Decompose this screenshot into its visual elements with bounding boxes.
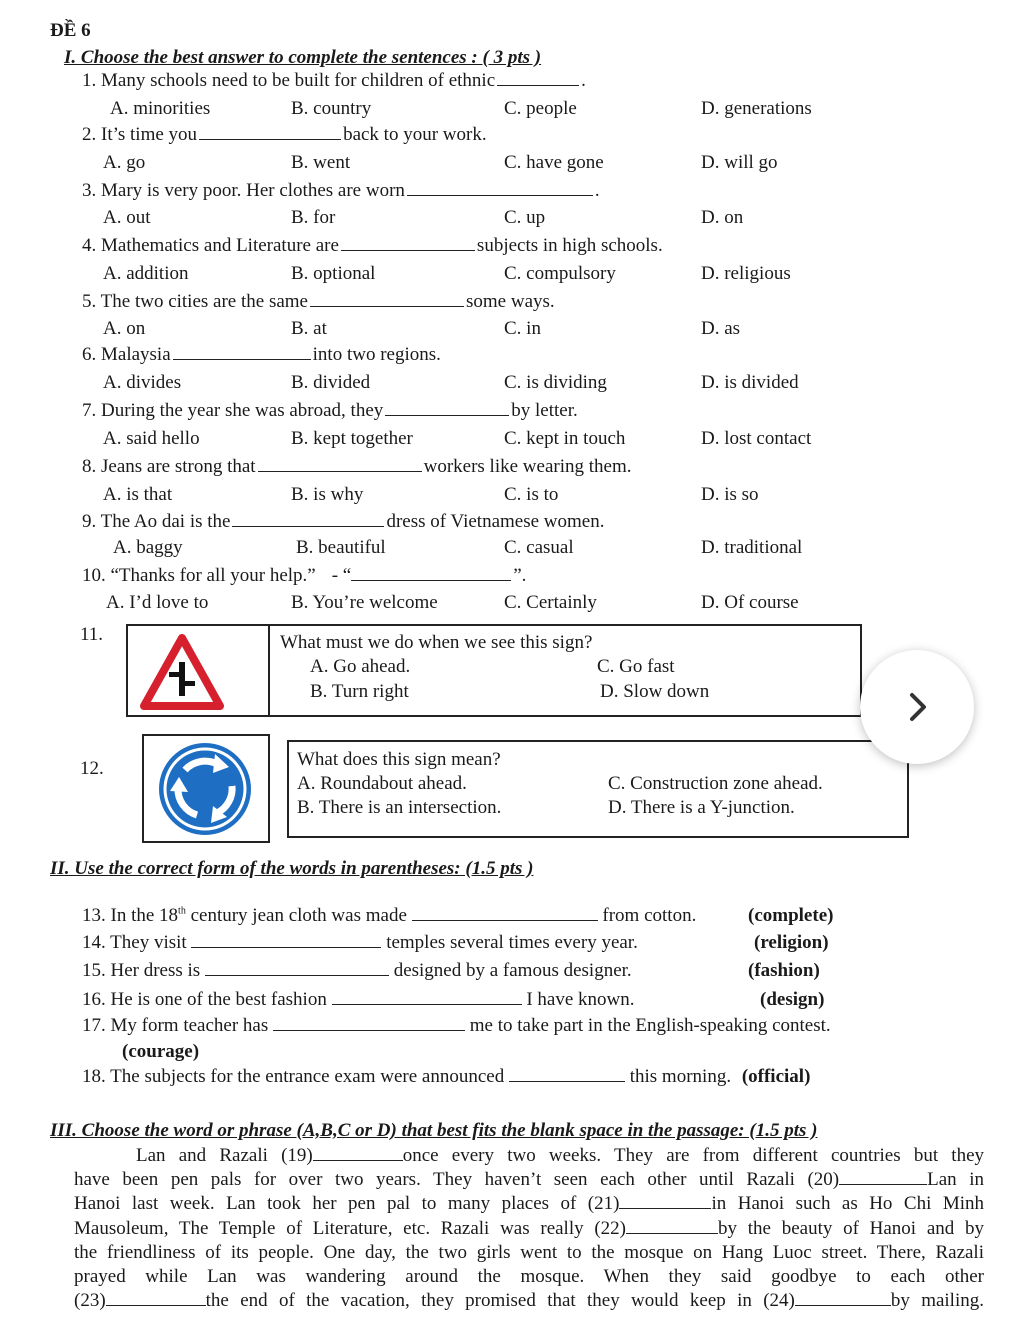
chevron-right-icon <box>900 690 934 724</box>
question-text: by letter. <box>511 400 578 421</box>
question-text: 9. The Ao dai is the <box>82 511 231 532</box>
question-5-option-a[interactable]: A. on <box>103 318 146 339</box>
q11-option-b[interactable]: B. Turn right <box>310 681 409 702</box>
question-text: back to your work. <box>343 124 487 145</box>
question-3-option-d[interactable]: D. on <box>701 207 744 228</box>
question-9-option-a[interactable]: A. baggy <box>113 537 183 558</box>
question-4-option-b[interactable]: B. optional <box>291 263 376 284</box>
passage-line: the friendliness of its people. One day, the two girls went to the mosque on Hang Luoc street. There, Razali <box>74 1241 984 1263</box>
question-9-stem <box>82 511 604 533</box>
q12-option-b[interactable]: B. There is an intersection. <box>297 797 502 818</box>
question-8-option-c[interactable]: C. is to <box>504 484 559 505</box>
answer-blank[interactable] <box>232 526 384 527</box>
answer-blank[interactable] <box>385 415 509 416</box>
next-page-button[interactable] <box>860 650 974 764</box>
question-7-option-d[interactable]: D. lost contact <box>701 428 812 449</box>
question-4-stem <box>82 235 663 257</box>
question-1-option-b[interactable]: B. country <box>291 98 372 119</box>
q12-option-c[interactable]: C. Construction zone ahead. <box>608 773 823 794</box>
question-6-option-d[interactable]: D. is divided <box>701 372 799 393</box>
question-text: 7. During the year she was abroad, they <box>82 400 384 421</box>
question-text: 1. Many schools need to be built for children of ethnic <box>82 70 496 91</box>
question-2-option-b[interactable]: B. went <box>291 152 351 173</box>
question-3-option-b[interactable]: B. for <box>291 207 336 228</box>
question-9-option-c[interactable]: C. casual <box>504 537 574 558</box>
roundabout-sign-icon <box>155 740 255 838</box>
q17-word: (courage) <box>122 1041 200 1062</box>
answer-blank[interactable] <box>407 195 593 196</box>
sign-image-box <box>142 734 270 843</box>
question-4-option-a[interactable]: A. addition <box>103 263 189 284</box>
question-text: dress of Vietnamese women. <box>386 511 605 532</box>
question-6-stem <box>82 344 441 366</box>
box-divider <box>268 624 270 717</box>
question-2-option-c[interactable]: C. have gone <box>504 152 604 173</box>
question-8-option-a[interactable]: A. is that <box>103 484 173 505</box>
question-3-stem <box>82 180 600 202</box>
question-text: 2. It’s time you <box>82 124 198 145</box>
question-10-option-b[interactable]: B. You’re welcome <box>291 592 438 613</box>
q15-word: (fashion) <box>748 960 820 981</box>
question-text: 6. Malaysia <box>82 344 171 365</box>
question-number: 11. <box>80 624 104 645</box>
question-8-stem <box>82 456 631 478</box>
question-text: 10. “Thanks for all your help.” <box>82 565 316 586</box>
question-2-option-a[interactable]: A. go <box>103 152 146 173</box>
question-text: . <box>594 180 600 201</box>
passage-line: Mausoleum, The Temple of Literature, etc. Razali was really (22) by the beauty of Hanoi and by <box>74 1217 984 1239</box>
question-1-option-a[interactable]: A. minorities <box>110 98 211 119</box>
passage <box>74 1144 984 1313</box>
question-6-option-b[interactable]: B. divided <box>291 372 371 393</box>
section-3-heading: III. Choose the word or phrase (A,B,C or D) that best fits the blank space in the passage: (1.5 pts ) <box>50 1120 818 1141</box>
question-6-option-a[interactable]: A. divides <box>103 372 182 393</box>
question-2-option-d[interactable]: D. will go <box>701 152 778 173</box>
q16-word: (design) <box>760 989 825 1010</box>
question-5-option-b[interactable]: B. at <box>291 318 327 339</box>
answer-blank[interactable] <box>258 471 422 472</box>
question-9-option-d[interactable]: D. traditional <box>701 537 803 558</box>
question-7-option-b[interactable]: B. kept together <box>291 428 413 449</box>
question-text: ”. <box>513 565 527 586</box>
q18-line: 18. The subjects for the entrance exam were announced this morning. (official) <box>82 1066 811 1087</box>
q12-question-text: What does this sign mean? <box>297 749 501 770</box>
question-1-stem <box>82 70 586 92</box>
question-8-option-b[interactable]: B. is why <box>291 484 364 505</box>
question-text: some ways. <box>466 291 555 312</box>
passage-line: Lan and Razali (19) once every two weeks. They are from different countries but they <box>136 1145 985 1166</box>
question-6-option-c[interactable]: C. is dividing <box>504 372 607 393</box>
question-1-option-d[interactable]: D. generations <box>701 98 812 119</box>
q16-line: 16. He is one of the best fashion I have known. <box>82 989 635 1010</box>
question-5-option-c[interactable]: C. in <box>504 318 541 339</box>
question-5-stem <box>82 291 555 313</box>
answer-blank[interactable] <box>341 250 475 251</box>
q17-line: 17. My form teacher has me to take part in the English-speaking contest. <box>82 1015 831 1036</box>
question-10-stem <box>82 565 526 587</box>
answer-blank[interactable] <box>173 359 311 360</box>
page-title: ĐỀ 6 <box>50 20 91 41</box>
passage-line: (23) the end of the vacation, they promised that they would keep in (24) by mailing. <box>74 1290 984 1312</box>
question-1-option-c[interactable]: C. people <box>504 98 577 119</box>
q11-question-text: What must we do when we see this sign? <box>280 632 593 653</box>
q11-option-a[interactable]: A. Go ahead. <box>310 656 411 677</box>
question-9-option-b[interactable]: B. beautiful <box>296 537 386 558</box>
section-2-heading: II. Use the correct form of the words in parentheses: (1.5 pts ) <box>50 858 534 879</box>
question-10-option-c[interactable]: C. Certainly <box>504 592 597 613</box>
crossroad-warning-sign-icon <box>138 632 226 712</box>
question-4-option-d[interactable]: D. religious <box>701 263 791 284</box>
question-7-option-a[interactable]: A. said hello <box>103 428 200 449</box>
q14-word: (religion) <box>754 932 829 953</box>
section-1-heading: I. Choose the best answer to complete the sentences : ( 3 pts ) <box>64 47 542 68</box>
q14-line: 14. They visit temples several times every year. <box>82 932 638 953</box>
question-7-stem <box>82 400 578 422</box>
q15-line: 15. Her dress is designed by a famous designer. <box>82 960 632 981</box>
question-text: 8. Jeans are strong that <box>82 456 256 477</box>
answer-blank[interactable] <box>351 580 511 581</box>
passage-line: have been pen pals for over two years. They haven’t seen each other until Razali (20) Lan in <box>74 1169 985 1191</box>
question-2-stem <box>82 124 487 146</box>
answer-blank[interactable] <box>199 139 341 140</box>
q12-option-d[interactable]: D. There is a Y-junction. <box>608 797 795 818</box>
q11-option-d[interactable]: D. Slow down <box>600 681 710 702</box>
question-10-option-a[interactable]: A. I’d love to <box>106 592 209 613</box>
q12-option-a[interactable]: A. Roundabout ahead. <box>297 773 467 794</box>
question-3-option-c[interactable]: C. up <box>504 207 546 228</box>
answer-blank[interactable] <box>310 306 464 307</box>
question-text: . <box>581 70 586 91</box>
passage-line: Hanoi last week. Lan took her pen pal to many places of (21) in Hanoi such as Ho Chi Minh <box>74 1193 984 1215</box>
question-3-option-a[interactable]: A. out <box>103 207 151 228</box>
q13-line: 13. In the 18th century jean cloth was made from cotton. <box>82 905 697 926</box>
q11-option-c[interactable]: C. Go fast <box>597 656 675 677</box>
question-text: workers like wearing them. <box>423 456 632 477</box>
question-text: into two regions. <box>312 344 441 365</box>
question-text: 4. Mathematics and Literature are <box>82 235 339 256</box>
answer-blank[interactable] <box>497 85 579 86</box>
question-text: subjects in high schools. <box>476 235 663 256</box>
question-text: - “ <box>331 565 352 586</box>
question-10-option-d[interactable]: D. Of course <box>701 592 799 613</box>
question-4-option-c[interactable]: C. compulsory <box>504 263 616 284</box>
question-text: 3. Mary is very poor. Her clothes are worn <box>82 180 405 201</box>
question-number: 12. <box>80 758 104 779</box>
passage-line: prayed while Lan was wandering around the mosque. When they said goodbye to each other <box>74 1266 984 1288</box>
question-text: 5. The two cities are the same <box>82 291 308 312</box>
q13-word: (complete) <box>748 905 834 926</box>
question-8-option-d[interactable]: D. is so <box>701 484 759 505</box>
question-5-option-d[interactable]: D. as <box>701 318 741 339</box>
question-7-option-c[interactable]: C. kept in touch <box>504 428 626 449</box>
